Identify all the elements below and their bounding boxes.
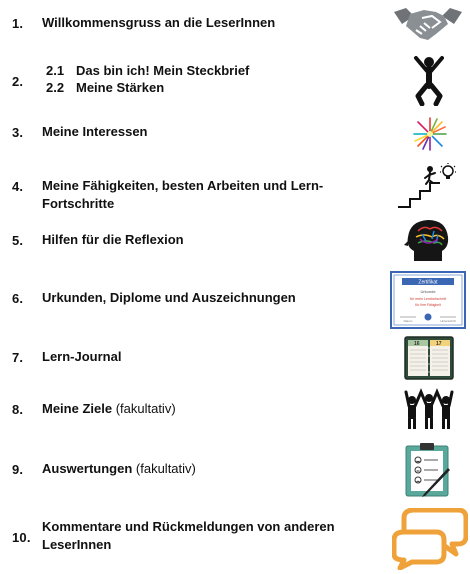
certificate-right-label: Unterschrift [440, 319, 456, 323]
toc-item-6[interactable] [0, 267, 470, 332]
item-title: Willkommensgruss an die LeserInnen [42, 15, 276, 30]
item-number: 1. [12, 16, 24, 31]
item-number: 4. [12, 179, 24, 194]
subitem-2-2[interactable] [46, 79, 164, 96]
item-title: Meine Ziele [42, 401, 113, 416]
clipboard-feedback-icon [404, 442, 454, 498]
stairs-lightbulb-icon [396, 163, 460, 209]
toc-item-9[interactable] [0, 436, 470, 502]
item-number: 5. [12, 233, 24, 248]
item-number: 7. [12, 350, 24, 365]
item-number: 6. [12, 291, 24, 306]
team-celebrate-icon [404, 388, 454, 430]
item-title: Urkunden, Diplome und Auszeichnungen [42, 290, 296, 305]
toc-item-2[interactable] [0, 50, 470, 110]
toc-item-7[interactable] [0, 332, 470, 384]
certificate-icon [390, 271, 466, 329]
item-number: 2. [12, 74, 24, 89]
certificate-line-3: für Ihre Fähigkeit [415, 303, 441, 307]
jumping-person-icon [412, 54, 446, 106]
toc-item-8[interactable] [0, 384, 470, 436]
item-number: 3. [12, 125, 24, 140]
item-title-wrap [42, 400, 372, 418]
subitem-number: 2.1 [46, 63, 65, 78]
subitem-title: Meine Stärken [76, 80, 165, 95]
certificate-line-2: für mein Lernfortschritt [410, 297, 446, 301]
planner-right-day: 17 [436, 341, 442, 347]
certificate-header: Zertifikat [418, 279, 438, 286]
item-suffix: (fakultativ) [132, 461, 196, 476]
item-title: Lern-Journal [42, 349, 122, 364]
subitem-2-1[interactable] [46, 62, 249, 79]
item-number: 8. [12, 402, 24, 417]
certificate-left-label: Datum [403, 319, 413, 323]
item-number: 10. [12, 530, 31, 545]
toc-item-1[interactable] [0, 0, 470, 50]
item-title: Meine Fähigkeiten, besten Arbeiten und Lern-Fortschritte [42, 178, 324, 211]
toc-item-4[interactable] [0, 155, 470, 215]
item-title: Hilfen für die Reflexion [42, 232, 184, 247]
toc-item-10[interactable] [0, 502, 470, 574]
speech-bubbles-icon [392, 508, 468, 570]
certificate-line-1: Urkunde [420, 289, 436, 294]
toc-item-5[interactable] [0, 215, 470, 267]
item-title: Meine Interessen [42, 124, 148, 139]
item-number: 9. [12, 462, 24, 477]
planner-icon [404, 336, 454, 380]
fireworks-icon [412, 116, 448, 152]
subitem-number: 2.2 [46, 80, 65, 95]
item-title: Auswertungen [42, 461, 133, 476]
item-title-wrap [42, 460, 372, 478]
item-title: Kommentare und Rückmeldungen von anderen LeserInnen [42, 519, 335, 552]
handshake-icon [392, 4, 464, 46]
item-suffix: (fakultativ) [112, 401, 176, 416]
toc-item-3[interactable] [0, 110, 470, 155]
subitem-title: Das bin ich! Mein Steckbrief [76, 63, 250, 78]
head-brain-icon [404, 217, 452, 265]
planner-left-day: 16 [414, 341, 420, 347]
